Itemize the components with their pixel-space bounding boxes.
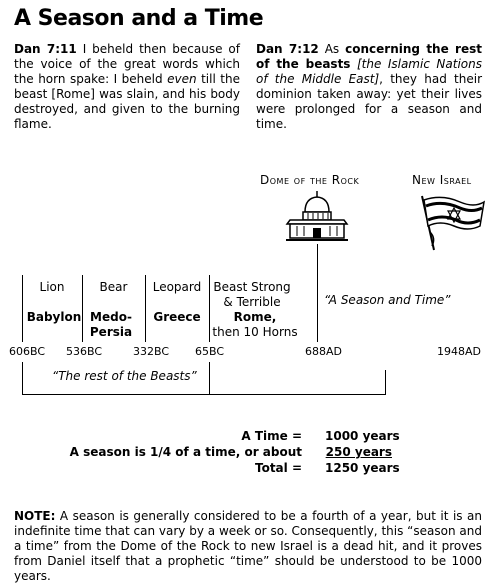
bracket-mid <box>209 362 210 394</box>
year-label: 332BC <box>133 345 170 358</box>
year-label: 1948AD <box>437 345 481 358</box>
timeline-divider <box>317 244 318 342</box>
year-label: 65BC <box>195 345 225 358</box>
summary-label: Total = <box>254 461 302 475</box>
verse-dan-7-12 <box>256 42 482 132</box>
verse-text: I beheld then because of the voice of the great words which the horn spake: I beheld <box>14 42 240 86</box>
kingdom-name: Lion <box>39 280 65 294</box>
kingdom-empire: Medo-Persia <box>89 310 133 339</box>
year-label: 606BC <box>9 345 46 358</box>
rest-label: “The rest of the Beasts” <box>52 369 197 383</box>
bracket-bottom <box>22 394 386 395</box>
season-label: “A Season and Time” <box>324 293 451 307</box>
verse-text: till the beast <box>14 72 240 101</box>
note-text: A season is generally considered to be a fourth of a year, but it is an indefinite time that can vary by a week or so. Consequently, this “season and a time” from the Dome of the Rock to new Israel is a dead hit, and it proves from Daniel itself that a prophetic “time” should be understood to be 1000 years. <box>14 509 482 583</box>
verse-italic: even <box>167 72 197 86</box>
note-paragraph <box>14 509 482 584</box>
verse-bracket: [the Islamic Nations of the Middle East] <box>256 57 482 86</box>
summary-value: 250 years <box>325 445 392 459</box>
israeli-flag-icon <box>412 192 486 254</box>
kingdom-extra: then 10 Horns <box>212 325 298 339</box>
kingdom-empire: Babylon <box>26 310 82 324</box>
verse-bold: concerning the rest of the beasts <box>256 42 482 71</box>
kingdom-name: Leopard <box>152 280 202 294</box>
summary-value: 1250 years <box>325 461 400 475</box>
kingdom-empire: Greece <box>153 310 201 324</box>
bracket-left <box>22 362 23 394</box>
year-label: 536BC <box>66 345 103 358</box>
summary-value: 1000 years <box>325 429 400 443</box>
summary-label: A season is 1/4 of a time, or about <box>69 445 302 459</box>
page-title: A Season and a Time <box>14 6 264 31</box>
summary-label: A Time = <box>241 429 302 443</box>
dome-label: Dome of the Rock <box>260 173 360 187</box>
year-label: 688AD <box>305 345 342 358</box>
verse-bracket: [Rome] <box>51 87 95 101</box>
verse-text: As <box>318 42 346 56</box>
dome-of-the-rock-icon <box>284 190 350 244</box>
kingdom-empire: Rome, <box>233 310 277 324</box>
kingdom-name: Bear <box>99 280 128 294</box>
verse-ref: Dan 7:11 <box>14 42 77 56</box>
bracket-right <box>385 370 386 394</box>
kingdom-name: Beast Strong & Terrible <box>213 280 291 309</box>
verse-text: was slain, and his body destroyed, and given to the burning flame. <box>14 87 240 131</box>
verse-text: , they had their dominion taken away: yet their lives were prolonged for a season and time. <box>256 72 483 131</box>
verse-ref: Dan 7:12 <box>256 42 319 56</box>
verse-dan-7-11 <box>14 42 240 132</box>
note-lead: NOTE: <box>14 509 56 523</box>
kingdom-empire-block <box>210 310 300 340</box>
israel-label: New Israel <box>412 173 472 187</box>
